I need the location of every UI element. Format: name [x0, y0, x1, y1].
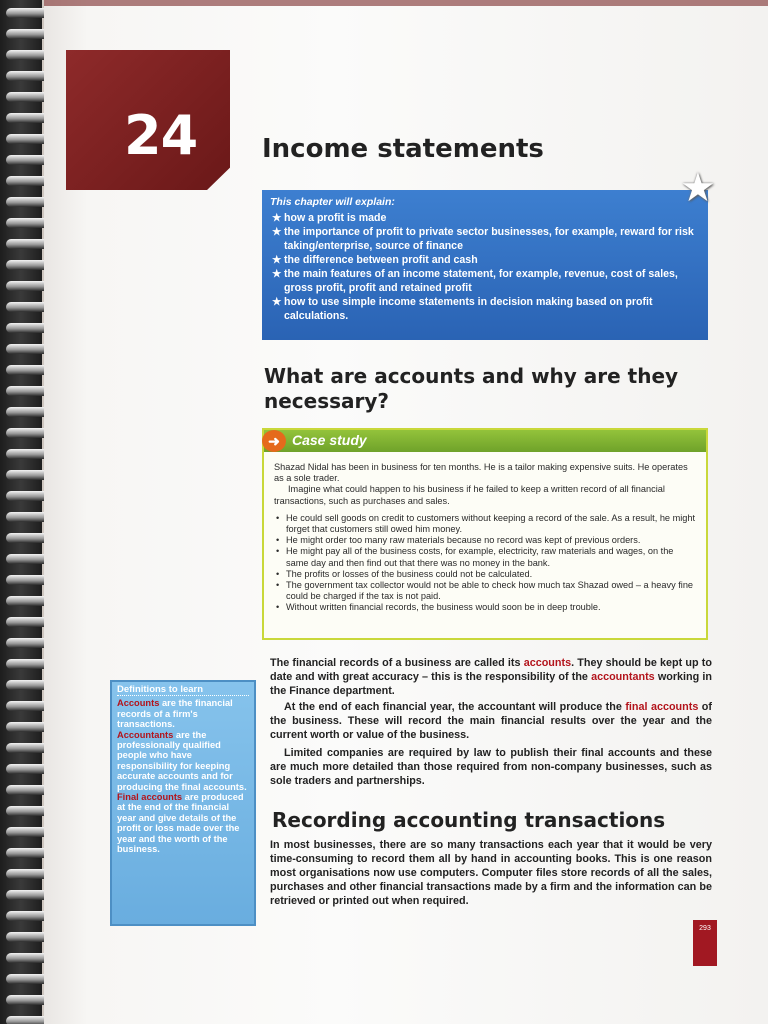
case-study-box: [262, 428, 708, 640]
section-heading-accounts: What are accounts and why are they necessary?: [264, 364, 679, 413]
arrow-right-circle-icon: ➜: [262, 430, 286, 452]
case-study-item: • The government tax collector would not be able to check how much tax Shazad owed – a heavy fine could be charged if the tax is not paid.: [276, 580, 694, 602]
star-bullet-icon: ★: [272, 296, 282, 308]
chapter-title: Income statements: [262, 134, 544, 164]
definition-item: Accounts are the financial records of a firm's transactions.: [117, 698, 233, 730]
body-paragraph-final-accounts: At the end of each financial year, the accountant will produce the final accounts of the business. These will record the main financial results over the year and the current worth or value of the business.: [270, 701, 712, 741]
star-icon: ★: [680, 166, 716, 210]
case-study-header: [264, 430, 706, 452]
body-paragraph-recording: In most businesses, there are so many transactions each year that it would be very time-consuming to record them all by hand in accounting books. This is one reason most organisations now use computers. Computer files store records of all the sales, purchases and other financial transactions made by a firm and the information can be retrieved or printed out when required.: [270, 839, 712, 907]
objective-item: ★ the difference between profit and cash: [272, 254, 478, 266]
case-study-item: • Without written financial records, the business would soon be in deep trouble.: [276, 602, 601, 613]
objectives-heading: This chapter will explain:: [270, 196, 395, 208]
keyword-final-accounts: final accounts: [625, 701, 699, 713]
chapter-objectives-box: [262, 190, 708, 340]
star-bullet-icon: ★: [272, 212, 282, 224]
case-study-label: Case study: [292, 432, 367, 448]
case-study-body: [264, 452, 706, 614]
case-study-paragraph: Shazad Nidal has been in business for ten months. He is a tailor making expensive suits. He operates as a sole trader.: [274, 462, 688, 484]
case-study-paragraph: Imagine what could happen to his business if he failed to keep a written record of all financial transactions, such as purchases and sales.: [274, 484, 665, 506]
body-paragraph-accounts: The financial records of a business are called its accounts. They should be kept up to date and with great accuracy – this is the responsibility of the accountants working in the Finance department.: [270, 657, 712, 697]
definitions-box: [110, 680, 256, 926]
page-top-edge: [44, 0, 768, 6]
star-bullet-icon: ★: [272, 268, 282, 280]
star-bullet-icon: ★: [272, 254, 282, 266]
objective-item: ★ how to use simple income statements in decision making based on profit calculations.: [272, 296, 653, 322]
star-bullet-icon: ★: [272, 226, 282, 238]
objective-item: ★ how a profit is made: [272, 212, 387, 224]
section-heading-recording: Recording accounting transactions: [272, 808, 666, 832]
definition-item: Accountants are the professionally qualified people who have responsibility for keeping accurate accounts and for producing the final accounts.: [117, 729, 247, 792]
keyword-accounts: accounts: [523, 657, 572, 669]
definitions-heading: Definitions to learn: [117, 685, 249, 696]
case-study-list: [274, 513, 698, 614]
case-study-item: • He might order too many raw materials because no record was kept of previous orders.: [276, 535, 641, 546]
case-study-item: • He might pay all of the business costs, for example, electricity, raw materials and wages, on the same day and then find out that there was no money in the bank.: [276, 546, 674, 568]
objective-item: ★ the importance of profit to private sector businesses, for example, reward for risk taking/enterprise, source of finance: [272, 226, 694, 252]
objectives-list: [270, 211, 698, 323]
page-number: 293: [693, 920, 717, 966]
keyword-accountants: accountants: [591, 671, 655, 683]
body-paragraph-limited-companies: Limited companies are required by law to publish their final accounts and these are much more detailed than those required from non-company businesses, such as sole traders and partnerships.: [270, 747, 712, 787]
chapter-number: 24: [124, 104, 198, 167]
objective-item: ★ the main features of an income statement, for example, revenue, cost of sales, gross profit, profit and retained profit: [272, 268, 678, 294]
definition-item: Final accounts are produced at the end of the financial year and give details of the profit or loss made over the year and the worth of the business.: [117, 792, 244, 855]
case-study-item: • The profits or losses of the business could not be calculated.: [276, 568, 533, 579]
case-study-item: • He could sell goods on credit to customers without keeping a record of the sale. As a result, he might forget that customers still owed him money.: [276, 512, 696, 535]
